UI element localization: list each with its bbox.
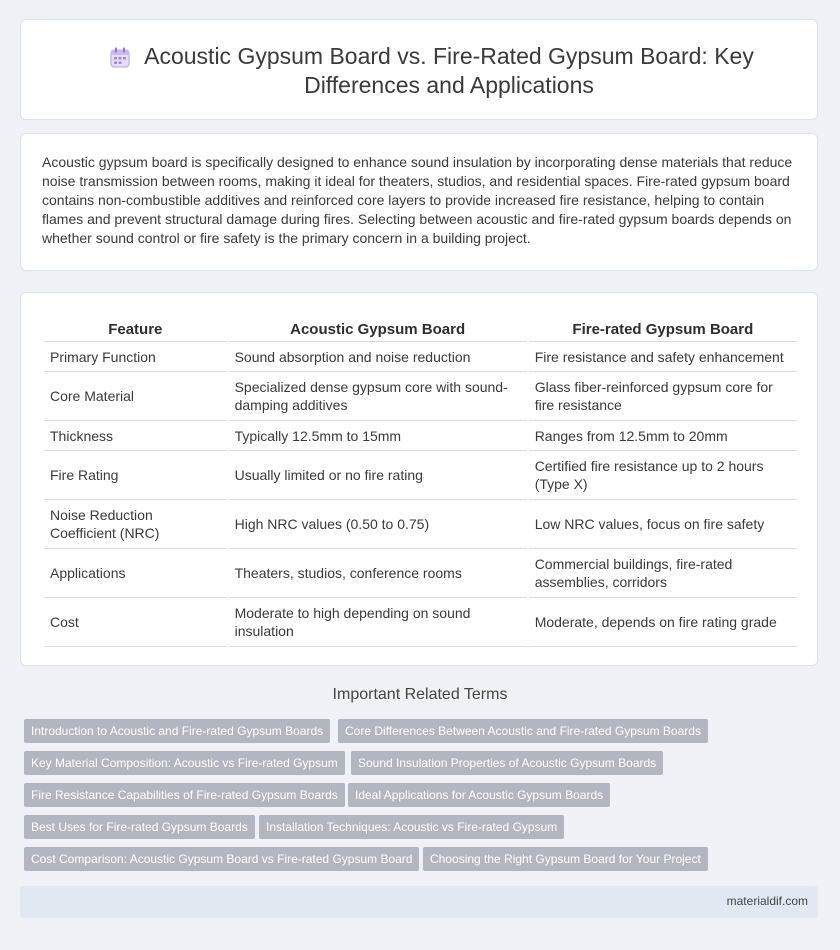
feature-cell: Core Material — [44, 372, 227, 421]
fire-rated-cell: Fire resistance and safety enhancement — [529, 342, 797, 372]
table-row — [44, 500, 797, 549]
feature-cell: Fire Rating — [44, 451, 227, 500]
related-term-tag[interactable]: Best Uses for Fire-rated Gypsum Boards — [24, 815, 255, 839]
table-row — [44, 372, 797, 421]
comparison-card — [20, 292, 818, 666]
acoustic-cell: Sound absorption and noise reduction — [229, 342, 527, 372]
related-terms-heading: Important Related Terms — [332, 686, 508, 703]
acoustic-cell: Moderate to high depending on sound insulation — [229, 598, 527, 647]
title-card — [20, 19, 818, 120]
acoustic-cell: Theaters, studios, conference rooms — [229, 549, 527, 598]
fire-rated-cell: Low NRC values, focus on fire safety — [529, 500, 797, 549]
feature-cell: Cost — [44, 598, 227, 647]
header-acoustic: Acoustic Gypsum Board — [229, 313, 527, 342]
table-row — [44, 598, 797, 647]
feature-cell: Primary Function — [44, 342, 227, 372]
acoustic-cell: Specialized dense gypsum core with sound-damping additives — [229, 372, 527, 421]
fire-rated-cell: Ranges from 12.5mm to 20mm — [529, 421, 797, 451]
related-term-tag[interactable]: Cost Comparison: Acoustic Gypsum Board vs Fire-rated Gypsum Board — [24, 847, 419, 871]
related-term-tag[interactable]: Key Material Composition: Acoustic vs Fire-rated Gypsum — [24, 751, 345, 775]
table-row — [44, 342, 797, 372]
related-term-tag[interactable]: Introduction to Acoustic and Fire-rated Gypsum Boards — [24, 719, 330, 743]
fire-rated-cell: Glass fiber-reinforced gypsum core for fire resistance — [529, 372, 797, 421]
fire-rated-cell: Moderate, depends on fire rating grade — [529, 598, 797, 647]
comparison-table — [42, 313, 799, 647]
related-term-tag[interactable]: Choosing the Right Gypsum Board for Your Project — [423, 847, 708, 871]
acoustic-cell: High NRC values (0.50 to 0.75) — [229, 500, 527, 549]
fire-rated-cell: Certified fire resistance up to 2 hours (Type X) — [529, 451, 797, 500]
header-fire-rated: Fire-rated Gypsum Board — [529, 313, 797, 342]
feature-cell: Noise Reduction Coefficient (NRC) — [44, 500, 227, 549]
footer-bar — [20, 886, 818, 918]
acoustic-cell: Typically 12.5mm to 15mm — [229, 421, 527, 451]
table-row — [44, 451, 797, 500]
table-row — [44, 549, 797, 598]
intro-card — [20, 133, 818, 271]
intro-paragraph: Acoustic gypsum board is specifically designed to enhance sound insulation by incorporating dense materials that reduce noise transmission between rooms, making it ideal for theaters, studios, and residential spaces. Fire-rated gypsum board contains non-combustible additives and reinforced core layers to provide increased fire resistance, helping to contain flames and prevent structural damage during fires. Selecting between acoustic and fire-rated gypsum boards depends on whether sound control or fire safety is the primary concern in a building project. — [42, 154, 793, 246]
fire-rated-cell: Commercial buildings, fire-rated assemblies, corridors — [529, 549, 797, 598]
page-title: Acoustic Gypsum Board vs. Fire-Rated Gypsum Board: Key Differences and Applications — [144, 43, 754, 98]
related-term-tag[interactable]: Ideal Applications for Acoustic Gypsum Boards — [348, 783, 610, 807]
feature-cell: Thickness — [44, 421, 227, 451]
header-feature: Feature — [44, 313, 227, 342]
feature-cell: Applications — [44, 549, 227, 598]
related-term-tag[interactable]: Sound Insulation Properties of Acoustic Gypsum Boards — [351, 751, 663, 775]
site-name[interactable]: materialdif.com — [726, 894, 808, 908]
related-term-tag[interactable]: Installation Techniques: Acoustic vs Fire-rated Gypsum — [259, 815, 564, 839]
table-row — [44, 421, 797, 451]
related-term-tag[interactable]: Core Differences Between Acoustic and Fire-rated Gypsum Boards — [338, 719, 708, 743]
related-term-tag[interactable]: Fire Resistance Capabilities of Fire-rated Gypsum Boards — [24, 783, 345, 807]
acoustic-cell: Usually limited or no fire rating — [229, 451, 527, 500]
